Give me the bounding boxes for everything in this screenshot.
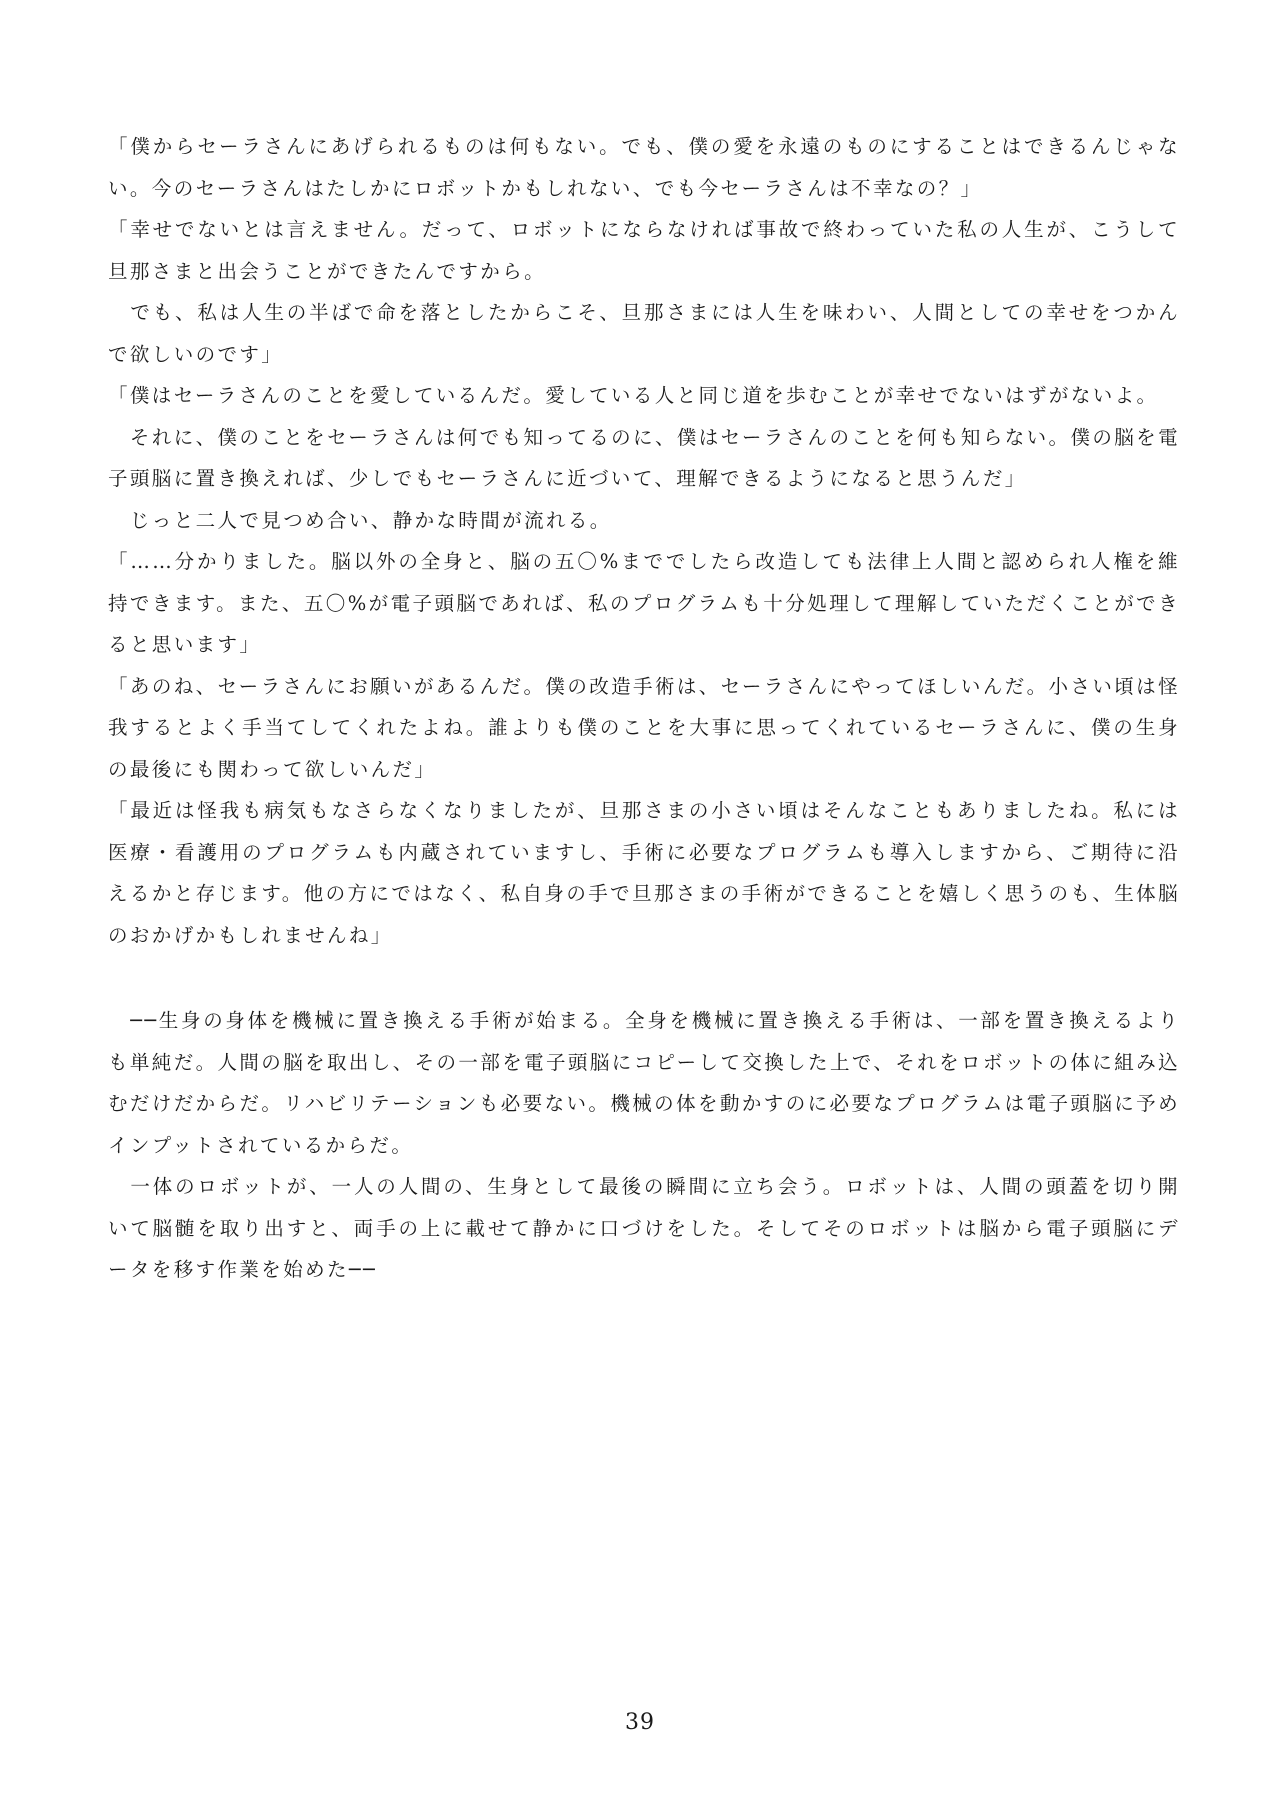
paragraph: でも、私は人生の半ばで命を落としたからこそ、旦那さまには人生を味わい、人間としての幸せをつかんで欲しいのです」 bbox=[108, 301, 1180, 366]
page-number: 39 bbox=[625, 1710, 655, 1735]
paragraph: ──生身の身体を機械に置き換える手術が始まる。全身を機械に置き換える手術は、一部を置き換えるよりも単純だ。人間の脳を取出し、その一部を電子頭脳にコピーして交換した上で、それをロボットの体に組み込むだけだからだ。リハビリテーションも必要ない。機械の体を動かすのに必要なプログラムは電子頭脳に予めインプットされているからだ。 bbox=[108, 1009, 1180, 1157]
paragraph: 「あのね、セーラさんにお願いがあるんだ。僕の改造手術は、セーラさんにやってほしいんだ。小さい頃は怪我するとよく手当てしてくれたよね。誰よりも僕のことを大事に思ってくれているセーラさんに、僕の生身の最後にも関わって欲しいんだ」 bbox=[108, 674, 1180, 781]
paragraph: 「幸せでないとは言えません。だって、ロボットにならなければ事故で終わっていた私の人生が、こうして旦那さまと出会うことができたんですから。 bbox=[108, 218, 1180, 283]
section-break bbox=[108, 956, 1180, 1000]
paragraph: 一体のロボットが、一人の人間の、生身として最後の瞬間に立ち会う。ロボットは、人間の頭蓋を切り開いて脳髄を取り出すと、両手の上に載せて静かに口づけをした。そしてそのロボットは脳から電子頭脳にデータを移す作業を始めた── bbox=[108, 1175, 1180, 1281]
paragraph: 「最近は怪我も病気もなさらなくなりましたが、旦那さまの小さい頃はそんなこともありましたね。私には医療・看護用のプログラムも内蔵されていますし、手術に必要なプログラムも導入しますから、ご期待に沿えるかと存じます。他の方にではなく、私自身の手で旦那さまの手術ができることを嬉しく思うのも、生体脳のおかげかもしれませんね」 bbox=[108, 799, 1180, 947]
page-body bbox=[108, 126, 1180, 1291]
paragraph: 「僕はセーラさんのことを愛しているんだ。愛している人と同じ道を歩むことが幸せでないはずがないよ。 bbox=[108, 384, 1159, 407]
paragraph: それに、僕のことをセーラさんは何でも知ってるのに、僕はセーラさんのことを何も知らない。僕の脳を電子頭脳に置き換えれば、少しでもセーラさんに近づいて、理解できるようになると思うんだ」 bbox=[108, 425, 1180, 490]
paragraph: じっと二人で見つめ合い、静かな時間が流れる。 bbox=[108, 508, 612, 532]
paragraph: 「僕からセーラさんにあげられるものは何もない。でも、僕の愛を永遠のものにすることはできるんじゃない。今のセーラさんはたしかにロボットかもしれない、でも今セーラさんは不幸なの？」 bbox=[108, 135, 1180, 200]
paragraph: 「……分かりました。脳以外の全身と、脳の五〇%まででしたら改造しても法律上人間と認められ人権を維持できます。また、五〇%が電子頭脳であれば、私のプログラムも十分処理して理解していただくことができると思います」 bbox=[108, 550, 1180, 656]
